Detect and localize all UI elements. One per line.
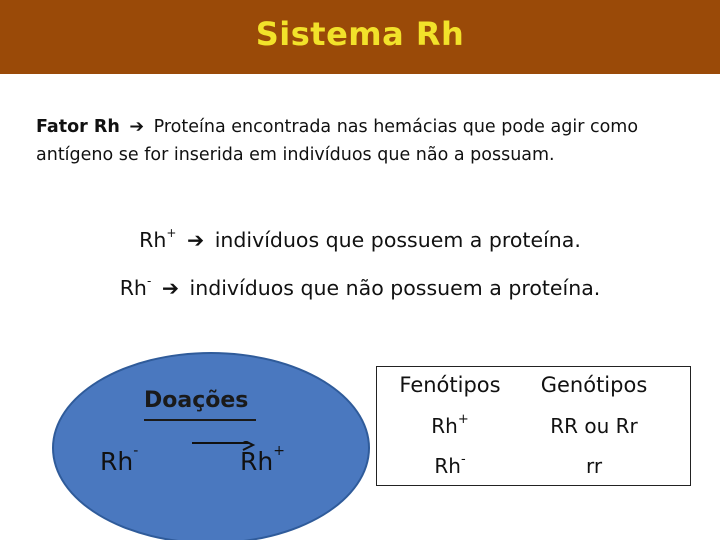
slide-title: Sistema Rh bbox=[255, 15, 465, 53]
table-row-2-phenotype bbox=[382, 454, 518, 478]
phenotype-label: Rh bbox=[431, 414, 458, 438]
donation-to bbox=[240, 443, 285, 476]
rh-negative-sign: - bbox=[146, 274, 152, 288]
table-header-phenotype: Fenótipos bbox=[399, 373, 501, 397]
definition-line-1: Proteína encontrada nas hemácias que pode agir como bbox=[153, 117, 639, 137]
phenotype-sign: + bbox=[457, 412, 469, 427]
arrow-right-icon: ➔ bbox=[161, 276, 179, 300]
definition-paragraph bbox=[36, 113, 696, 169]
arrow-right-icon: ➔ bbox=[186, 228, 205, 252]
donation-from bbox=[100, 443, 139, 476]
donation-to-label: Rh bbox=[240, 447, 274, 476]
rh-negative-line bbox=[0, 276, 720, 300]
donation-title: Doações bbox=[144, 388, 249, 413]
rh-negative-label: Rh bbox=[119, 276, 147, 300]
phenotype-label: Rh bbox=[434, 454, 461, 478]
table-row-2-genotype: rr bbox=[585, 454, 603, 478]
phenotype-sign: - bbox=[460, 452, 466, 467]
rh-positive-line bbox=[0, 228, 720, 252]
table-row-1-genotype: RR ou Rr bbox=[550, 414, 638, 438]
table-header-genotype: Genótipos bbox=[540, 373, 648, 397]
definition-term: Fator Rh bbox=[36, 117, 120, 137]
title-bar bbox=[0, 0, 720, 74]
rh-positive-sign: + bbox=[166, 226, 177, 240]
rh-positive-label: Rh bbox=[139, 228, 167, 252]
donation-from-sign: - bbox=[133, 443, 139, 459]
donation-title-underline bbox=[144, 419, 256, 421]
donation-from-label: Rh bbox=[100, 447, 134, 476]
rh-positive-text: indivíduos que possuem a proteína. bbox=[214, 228, 581, 252]
definition-line-2: antígeno se for inserida em indivíduos que não a possuam. bbox=[36, 145, 555, 165]
rh-negative-text: indivíduos que não possuem a proteína. bbox=[189, 276, 601, 300]
table-row-1-phenotype bbox=[382, 414, 518, 438]
arrow-right-icon: ➔ bbox=[129, 117, 145, 137]
donation-to-sign: + bbox=[273, 443, 285, 459]
